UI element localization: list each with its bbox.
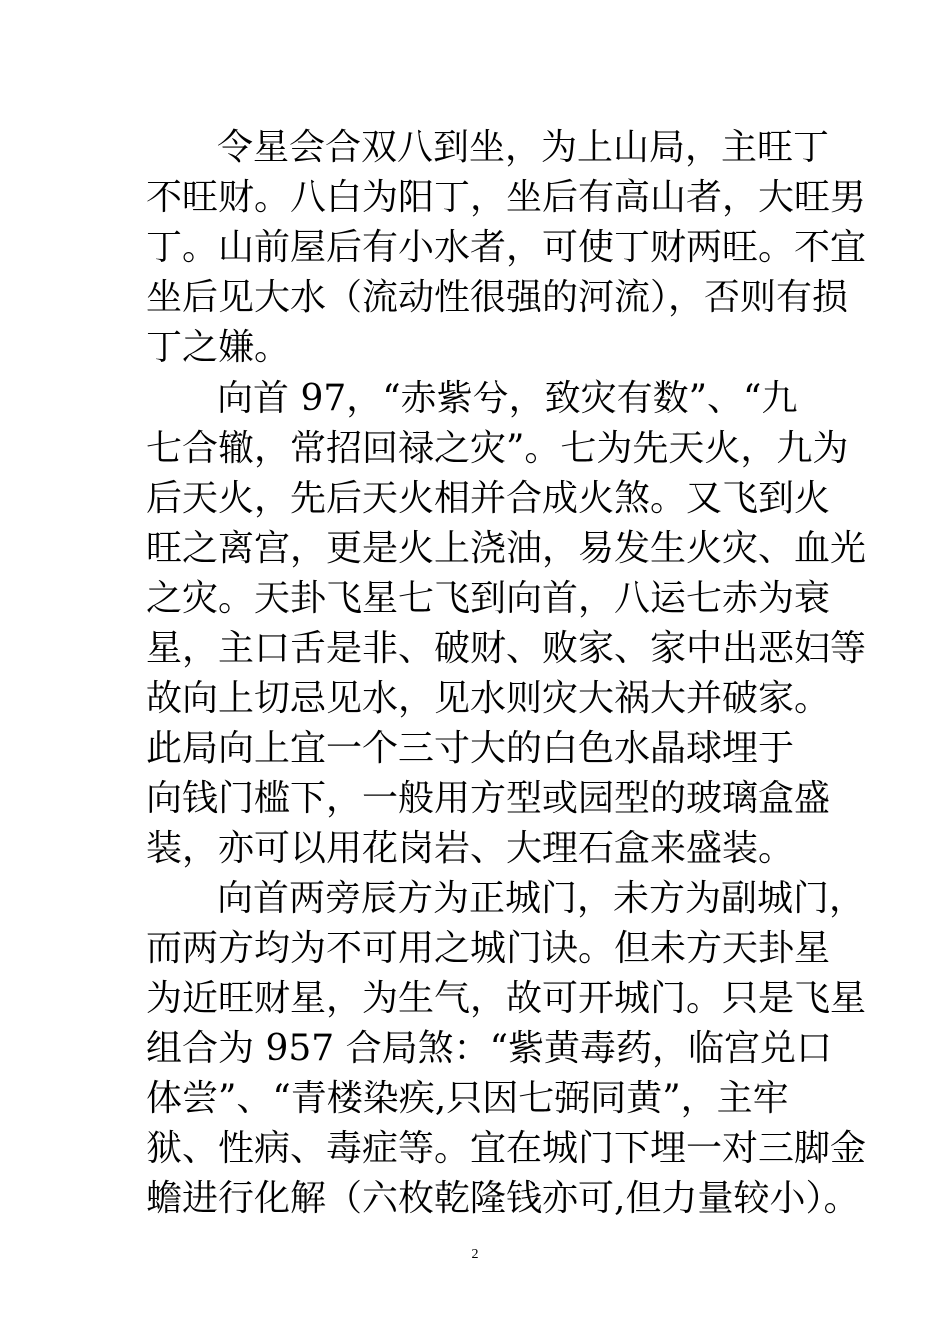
- paragraph-2-line-4: 旺之离宫，更是火上浇油，易发生火灾、血光: [146, 528, 867, 569]
- paragraph-3-line-6: 狱、性病、毒症等。宜在城门下埋一对三脚金: [146, 1128, 867, 1169]
- paragraph-2-line-10: 装，亦可以用花岗岩、大理石盒来盛装。: [146, 828, 795, 869]
- paragraph-2-line-2: 七合辙，常招回禄之灾”。七为先天火，九为: [146, 428, 849, 469]
- paragraph-2-line-1: 向首 97，“赤紫兮，致灾有数”、“九: [217, 378, 798, 419]
- paragraph-2-line-5: 之灾。天卦飞星七飞到向首，八运七赤为衰: [146, 578, 831, 619]
- paragraph-2-line-6: 星，主口舌是非、破财、败家、家中出恶妇等: [146, 628, 867, 669]
- paragraph-2-line-9: 向钱门槛下，一般用方型或园型的玻璃盒盛: [146, 778, 831, 819]
- page-number: 2: [471, 1247, 479, 1262]
- paragraph-1-line-4: 坐后见大水（流动性很强的河流），否则有损: [146, 277, 849, 318]
- paragraph-3-line-7: 蟾进行化解（六枚乾隆钱亦可,但力量较小）。: [146, 1178, 860, 1219]
- paragraph-3-line-2: 而两方均为不可用之城门诀。但未方天卦星: [146, 928, 831, 969]
- paragraph-1-line-5: 丁之嫌。: [146, 327, 291, 368]
- paragraph-3-line-1: 向首两旁辰方为正城门，未方为副城门，: [217, 878, 866, 919]
- paragraph-3-line-3: 为近旺财星，为生气，故可开城门。只是飞星: [146, 978, 867, 1019]
- paragraph-1-line-1: 令星会合双八到坐，为上山局，主旺丁: [217, 127, 830, 168]
- paragraph-3-line-4: 组合为 957 合局煞：“紫黄毒药，临宫兑口: [146, 1028, 833, 1069]
- paragraph-1-line-2: 不旺财。八白为阳丁，坐后有高山者，大旺男: [146, 177, 867, 218]
- paragraph-2-line-7: 故向上切忌见水，见水则灾大祸大并破家。: [146, 678, 831, 719]
- paragraph-1-line-3: 丁。山前屋后有小水者，可使丁财两旺。不宜: [146, 227, 867, 268]
- paragraph-3-line-5: 体尝”、“青楼染疾,只因七弼同黄”，主牢: [146, 1078, 789, 1119]
- paragraph-2-line-3: 后天火，先后天火相并合成火煞。又飞到火: [146, 478, 831, 519]
- paragraph-2-line-8: 此局向上宜一个三寸大的白色水晶球埋于: [146, 728, 795, 769]
